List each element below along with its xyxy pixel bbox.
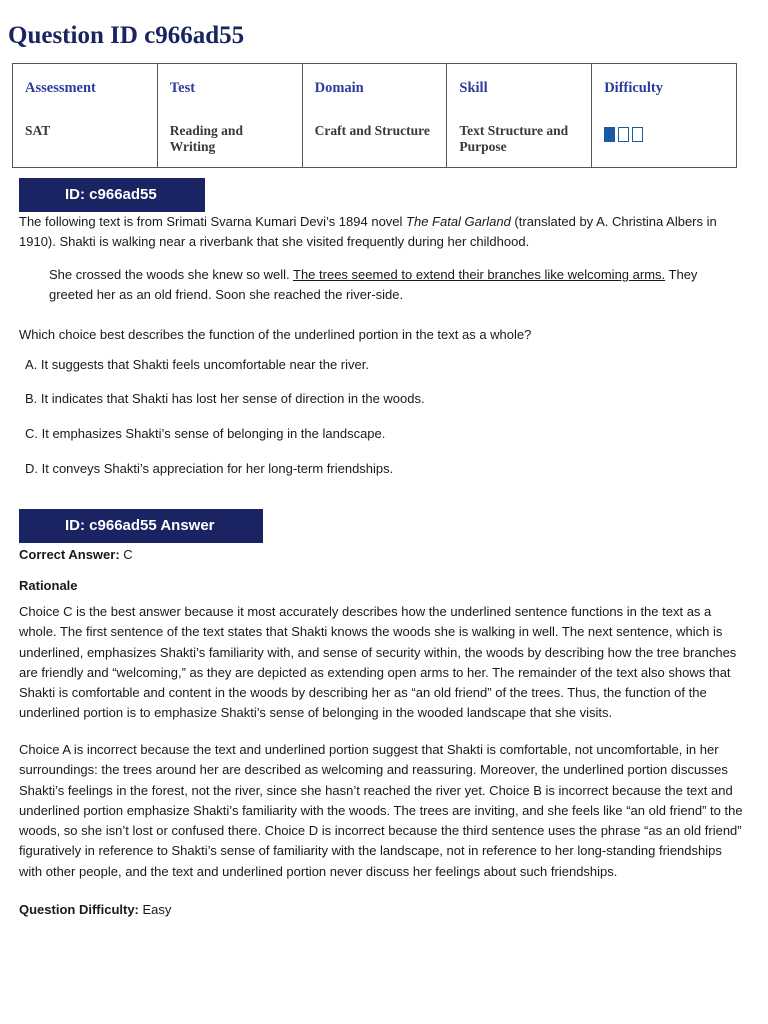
difficulty-cell bbox=[592, 64, 737, 168]
correct-answer-value: C bbox=[123, 547, 133, 562]
option-d[interactable]: D. It conveys Shakti’s appreciation for her long-term friendships. bbox=[25, 461, 394, 476]
test-header: Test bbox=[169, 80, 196, 96]
domain-header: Domain bbox=[314, 80, 364, 96]
question-prompt: Which choice best describes the function of the underlined portion in the text as a whole? bbox=[19, 327, 532, 342]
difficulty-box-3 bbox=[632, 127, 643, 142]
question-difficulty bbox=[19, 900, 747, 920]
difficulty-header: Difficulty bbox=[604, 80, 663, 96]
difficulty-indicator bbox=[604, 127, 724, 142]
assessment-cell bbox=[13, 64, 158, 168]
domain-value: Craft and Structure bbox=[314, 123, 430, 138]
question-difficulty-value: Easy bbox=[142, 902, 172, 917]
assessment-value: SAT bbox=[25, 123, 51, 138]
question-difficulty-label: Question Difficulty: bbox=[19, 902, 139, 917]
question-intro-text: The following text is from Srimati Svarna Kumari Devi’s 1894 novel bbox=[19, 214, 407, 229]
question-intro bbox=[19, 212, 747, 253]
test-cell bbox=[157, 64, 302, 168]
passage-underlined-sentence: The trees seemed to extend their branches like welcoming arms. bbox=[293, 267, 666, 282]
difficulty-box-2 bbox=[618, 127, 629, 142]
rationale-paragraph-2: Choice A is incorrect because the text and underlined portion suggest that Shakti is comfortable, not uncomfortable, in her surroundings: the trees around her are described as welcoming and reassuring. Moreover, the underlined portion discusses Shakti’s feelings in the forest, not the river, since she hasn’t reached the river yet. Choice B is incorrect because the text and underlined portion emphasize Shakti’s familiarity with the woods. The trees are inviting, and she feels like “an old friend” to the woods, so she isn’t lost or confused there. Choice D is incorrect because the third sentence uses the phrase “as an old friend” figuratively in reference to Shakti’s sense of familiarity with the landscape, not in reference to her long-standing friendships with other people, and the text and underlined portion never discuss her feelings about such friendships. bbox=[19, 742, 743, 879]
question-intro-text-end: (translated by A. Christina Albers in 1910). Shakti is walking near a riverbank that she visited frequently during her childhood. bbox=[19, 214, 717, 250]
rationale-paragraph-1: Choice C is the best answer because it most accurately describes how the underlined sentence functions in the text as a whole. The first sentence of the text states that Shakti knows the woods she is walking in well. The next sentence, which is underlined, emphasizes Shakti’s familiarity with, and sense of security within, the woods by describing how the tree branches are friendly and “welcoming,” as they are depicted as extending open arms to her. The remainder of the text also shows that Shakti is comfortable and content in the woods by describing her as “an old friend” of the trees. Thus, the function of the underlined portion is to emphasize Shakti’s sense of belonging in the wooded landscape that she visits. bbox=[19, 604, 737, 721]
correct-answer bbox=[19, 545, 747, 565]
passage bbox=[49, 265, 739, 306]
test-value: Reading and Writing bbox=[169, 123, 243, 154]
option-a[interactable]: A. It suggests that Shakti feels uncomfortable near the river. bbox=[25, 357, 369, 372]
assessment-header: Assessment bbox=[25, 80, 96, 96]
question-metadata-table bbox=[12, 63, 737, 168]
skill-value: Text Structure and Purpose bbox=[459, 123, 569, 154]
question-id-banner: ID: c966ad55 bbox=[19, 178, 205, 212]
page-title: Question ID c966ad55 bbox=[8, 22, 245, 49]
option-c[interactable]: C. It emphasizes Shakti’s sense of belonging in the landscape. bbox=[25, 426, 386, 441]
domain-cell bbox=[302, 64, 447, 168]
passage-text-start: She crossed the woods she knew so well. bbox=[49, 267, 294, 282]
correct-answer-label: Correct Answer: bbox=[19, 547, 120, 562]
difficulty-box-1 bbox=[604, 127, 615, 142]
answer-id-banner: ID: c966ad55 Answer bbox=[19, 509, 263, 543]
novel-title: The Fatal Garland bbox=[406, 214, 511, 229]
option-b[interactable]: B. It indicates that Shakti has lost her sense of direction in the woods. bbox=[25, 391, 425, 406]
rationale-heading: Rationale bbox=[19, 578, 78, 593]
passage-text-end: They greeted her as an old friend. Soon she reached the river-side. bbox=[49, 267, 698, 303]
skill-cell bbox=[447, 64, 592, 168]
skill-header: Skill bbox=[459, 80, 488, 96]
